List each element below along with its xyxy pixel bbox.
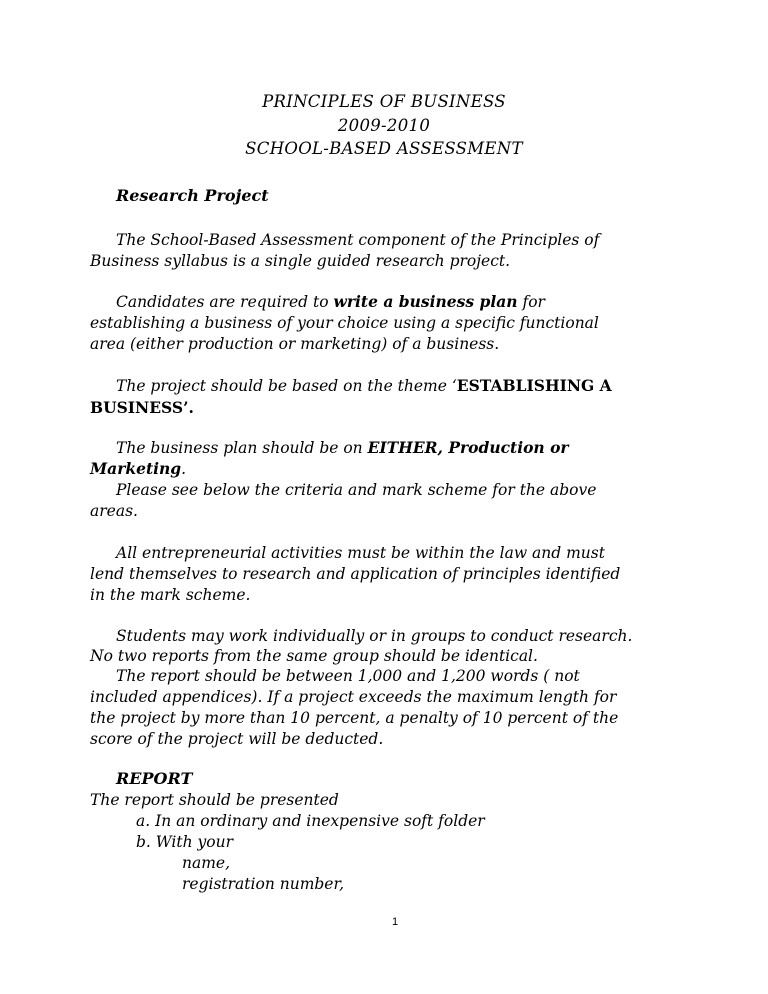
para6-line6: score of the project will be deducted.	[90, 730, 384, 748]
para4-emphasis-1: EITHER, Production or	[367, 438, 569, 457]
para6-line2: No two reports from the same group should be identical.	[90, 647, 538, 665]
para2-line3: area (either production or marketing) of a business.	[90, 335, 500, 353]
page-number: 1	[391, 916, 399, 928]
para3-emphasis-1: ESTABLISHING A	[456, 376, 612, 395]
para4-line4: areas.	[90, 502, 138, 520]
para2-text-pre: Candidates are required to	[116, 293, 334, 311]
para5-line3: in the mark scheme.	[90, 586, 251, 604]
para6-line1: Students may work individually or in groups to conduct research.	[116, 627, 633, 645]
para2-emphasis: write a business plan	[333, 292, 518, 311]
report-intro: The report should be presented	[90, 791, 339, 809]
para6-line4: included appendices). If a project exceeds the maximum length for	[90, 688, 617, 706]
para3-line1	[116, 376, 612, 396]
para5-line2: lend themselves to research and application of principles identified	[90, 565, 621, 583]
report-sub-item-name: name,	[182, 854, 231, 872]
para4-line3: Please see below the criteria and mark scheme for the above	[116, 481, 597, 499]
para6-line5: the project by more than 10 percent, a penalty of 10 percent of the	[90, 709, 619, 727]
para6-line3: The report should be between 1,000 and 1,200 words ( not	[116, 667, 580, 685]
title-line-2: 2009-2010	[337, 116, 431, 135]
para2-text-post: for	[517, 293, 545, 311]
para3-line2: BUSINESS’.	[90, 398, 194, 417]
para1-line2: Business syllabus is a single guided research project.	[90, 252, 511, 270]
para4-text-post: .	[181, 460, 187, 478]
title-line-3: SCHOOL-BASED ASSESSMENT	[245, 139, 523, 158]
report-item-a: a. In an ordinary and inexpensive soft folder	[136, 812, 485, 830]
para4-text-pre: The business plan should be on	[116, 439, 368, 457]
report-sub-item-registration: registration number,	[182, 875, 345, 893]
para3-text-pre: The project should be based on the theme ‘	[116, 377, 457, 395]
report-heading: REPORT	[116, 769, 193, 788]
report-item-b: b. With your	[136, 833, 234, 851]
para1-line1: The School-Based Assessment component of the Principles of	[116, 231, 600, 249]
para4-line2	[90, 459, 186, 479]
para2-line2: establishing a business of your choice using a specific functional	[90, 314, 599, 332]
section-heading: Research Project	[116, 186, 269, 205]
para4-emphasis-2: Marketing	[90, 459, 182, 478]
title-line-1: PRINCIPLES OF BUSINESS	[262, 92, 506, 111]
para5-line1: All entrepreneurial activities must be within the law and must	[116, 544, 605, 562]
para4-line1	[116, 438, 569, 458]
para2-line1	[116, 292, 545, 312]
